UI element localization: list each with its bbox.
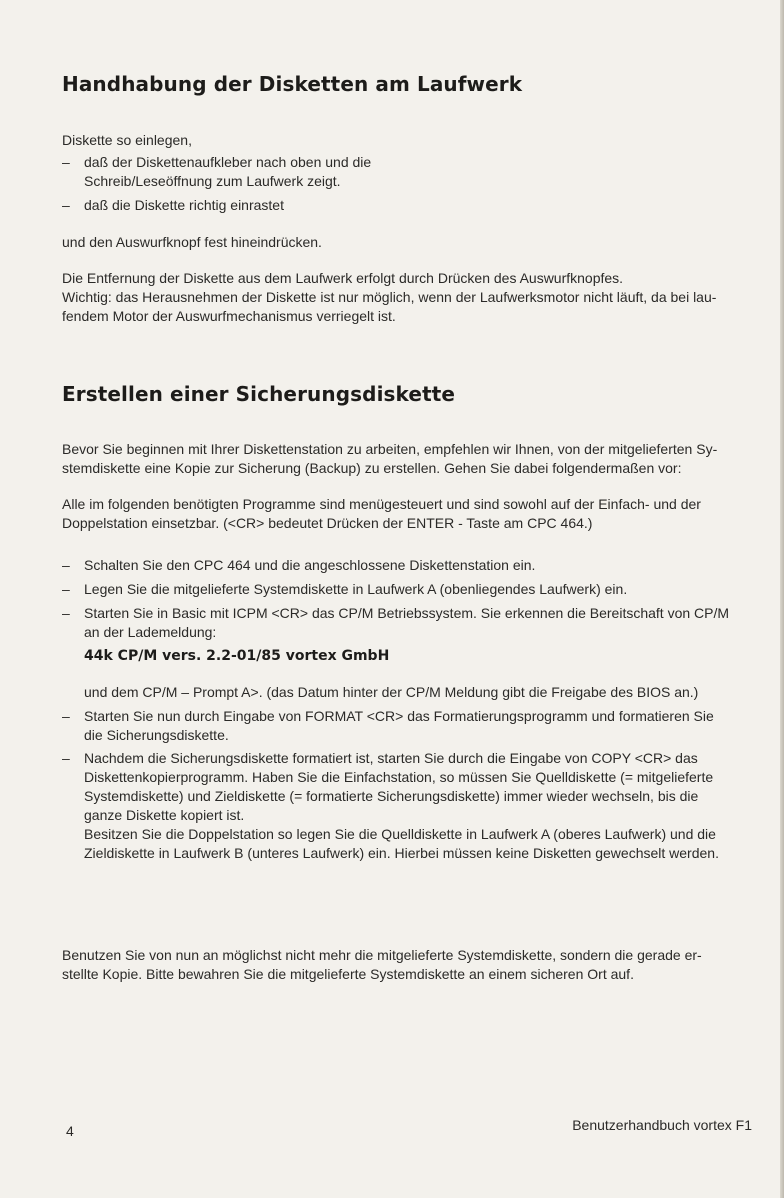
list-item: – daß die Diskette richtig einrastet bbox=[62, 197, 284, 213]
paragraph: Die Entfernung der Diskette aus dem Laufwerk erfolgt durch Drücken des Auswurfknopfes. Wichtig: das Herausnehmen der Diskette ist nur möglich, wenn der Laufwerksmotor nicht läuft, da bei lau- fendem Motor der Auswurfmechanismus verriegelt ist. bbox=[62, 270, 717, 324]
body-text: und dem CP/M – Prompt A>. (das Datum hinter der CP/M Meldung gibt die Freigabe des BIOS an.) bbox=[84, 684, 699, 700]
boot-message: 44k CP/M vers. 2.2-01/85 vortex GmbH bbox=[84, 648, 390, 664]
section-heading-backup-disk: Erstellen einer Sicherungsdiskette bbox=[62, 382, 456, 406]
body-text: und den Auswurfknopf fest hineindrücken. bbox=[62, 234, 322, 250]
list-item: – Legen Sie die mitgelieferte Systemdiskette in Laufwerk A (obenliegendes Laufwerk) ein. bbox=[62, 581, 628, 597]
list-item: – Starten Sie in Basic mit ICPM <CR> das CP/M Betriebssystem. Sie erkennen die Bereitschaft von CP/M an der Lademeldung: bbox=[62, 605, 730, 640]
intro-text: Diskette so einlegen, bbox=[62, 132, 192, 148]
closing-paragraph: Benutzen Sie von nun an möglichst nicht mehr die mitgelieferte Systemdiskette, sondern die gerade er- stellte Kopie. Bitte bewahren Sie die mitgelieferte Systemdiskette an einem sicheren Ort auf. bbox=[62, 947, 702, 982]
list-item: – Nachdem die Sicherungsdiskette formatiert ist, starten Sie durch die Eingabe von COPY <CR> das Diskettenkopierprogramm. Haben Sie die Einfachstation, so müssen Sie Quelldiskette (= mitgelieferte Systemdiskette) und Zieldiskette (= formatierte Sicherungsdiskette) immer wieder wechseln, bis die ganze Diskette kopiert ist. Besitzen Sie die Doppelstation so legen Sie die Quelldiskette in Laufwerk A (oberes Laufwerk) und die Zieldiskette in Laufwerk B (unteres Laufwerk) ein. Hierbei müssen keine Disketten gewechselt werden. bbox=[62, 750, 719, 861]
list-item: – daß der Diskettenaufkleber nach oben und die Schreib/Leseöffnung zum Laufwerk zeigt. bbox=[62, 154, 372, 189]
section-heading-disk-handling: Handhabung der Disketten am Laufwerk bbox=[62, 72, 523, 96]
paragraph: Bevor Sie beginnen mit Ihrer Diskettenstation zu arbeiten, empfehlen wir Ihnen, von der mitgelieferten Sy- stemdiskette eine Kopie zur Sicherung (Backup) zu erstellen. Gehen Sie dabei folgendermaßen vor: bbox=[62, 441, 718, 476]
list-item: – Starten Sie nun durch Eingabe von FORMAT <CR> das Formatierungsprogramm und formatieren Sie die Sicherungsdiskette. bbox=[62, 708, 714, 743]
paragraph: Alle im folgenden benötigten Programme sind menügesteuert und sind sowohl auf der Einfach- und der Doppelstation einsetzbar. (<CR> bedeutet Drücken der ENTER - Taste am CPC 464.) bbox=[62, 496, 701, 531]
footer-title: Benutzerhandbuch vortex F1 bbox=[572, 1117, 752, 1133]
page-number: 4 bbox=[66, 1123, 74, 1139]
list-item: – Schalten Sie den CPC 464 und die angeschlossene Diskettenstation ein. bbox=[62, 557, 536, 573]
page-edge bbox=[780, 0, 784, 1198]
